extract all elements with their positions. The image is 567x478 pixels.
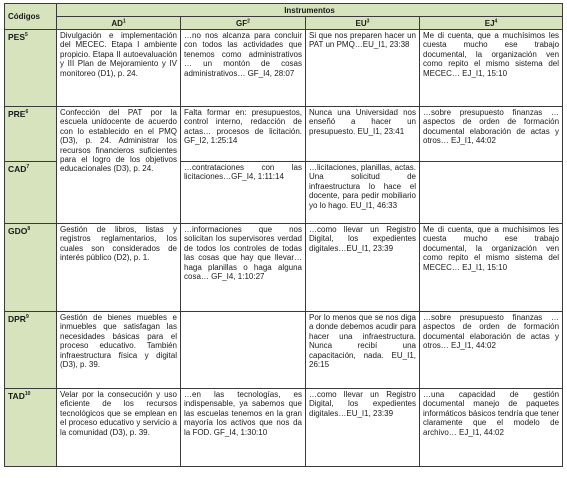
table-cell: …no nos alcanza para concluir con todos las actividades que tenemos como administrativos … un montón de cosas administrativos… GF_I4, 28:07 — [181, 30, 306, 107]
row-code: PES$^5$ — [5, 30, 57, 107]
table-cell: …una capacidad de gestión documental manejo de paquetes informáticos básicos tendría que tener claramente que el modelo de archivo… EJ_I1, 44:02 — [420, 389, 563, 467]
table-header — [5, 4, 563, 30]
table-row — [5, 224, 563, 312]
table-row — [5, 312, 563, 389]
table-cell: …licitaciones, planillas, actas. Una solicitud de infraestructura lo hace el docente, para pedir mobiliario yo lo hago. EU_I1, 46:33 — [306, 162, 420, 224]
column-header-gf: $GF^2$ — [181, 17, 306, 30]
row-code: GDO$^8$ — [5, 224, 57, 312]
table-cell: Me di cuenta, que a muchísimos les cuesta mucho ese trabajo documental, la organización ven como repito el mismo sistema del MECEC… EJ_I1, 15:10 — [420, 224, 563, 312]
table-cell — [420, 162, 563, 224]
table-row — [5, 107, 563, 162]
table-cell: …como llevar un Registro Digital, los expedientes digitales…EU_I1, 23:39 — [306, 389, 420, 467]
table-cell: Si que nos preparen hacer un PAT un PMQ…EU_I1, 23:38 — [306, 30, 420, 107]
table-row — [5, 30, 563, 107]
table-row — [5, 389, 563, 467]
table-cell: Por lo menos que se nos diga a donde debemos acudir para hacer una infraestructura. Nunca recibí una capacitación, nada. EU_I1, 26:15 — [306, 312, 420, 389]
row-code: DPR$^9$ — [5, 312, 57, 389]
table-cell: …en las tecnologías, es indispensable, ya sabemos que las escuelas tenemos en la gran mayoría los activos que nos da la FOD. GF_I4, 1:30:10 — [181, 389, 306, 467]
column-header-ej: $EJ^4$ — [420, 17, 563, 30]
table-cell — [181, 312, 306, 389]
table-cell: Nunca una Universidad nos enseñó a hacer un presupuesto. EU_I1, 23:41 — [306, 107, 420, 162]
table-cell: …sobre presupuesto finanzas … aspectos de orden de formación documental elaboración de actas y otros… EJ_I1, 44:02 — [420, 107, 563, 162]
table-cell: Velar por la consecución y uso eficiente de los recursos tecnológicos que se emplean en el proceso educativo y servicio a la comunidad (D3), p. 39. — [57, 389, 181, 467]
instruments-header: Instrumentos — [57, 4, 563, 17]
table-cell: Gestión de libros, listas y registros reglamentarios, los cuales son considerados de interés público (D2), p. 1. — [57, 224, 181, 312]
table-cell: Falta formar en: presupuestos, control interno, redacción de actas… procesos de licitación. GF_I2, 1:25:14 — [181, 107, 306, 162]
table-cell: Gestión de bienes muebles e inmuebles que satisfagan las necesidades básicas para el proceso educativo. También infraestructura física y digital (D3), p. 39. — [57, 312, 181, 389]
table-cell: …contrataciones con las licitaciones…GF_I4, 1:11:14 — [181, 162, 306, 224]
table-cell: Confección del PAT por la escuela unidocente de acuerdo con lo establecido en el PMQ (D3), p. 24. Administrar los recursos financieros suficientes para el logro de los objetivos educacionales (D3), p. 24. — [57, 107, 181, 224]
column-header-ad: $AD^1$ — [57, 17, 181, 30]
row-code: TAD$^{10}$ — [5, 389, 57, 467]
table-body — [5, 30, 563, 467]
table-cell: …sobre presupuesto finanzas … aspectos de orden de formación documental elaboración de actas y otros… EJ_I1, 44:02 — [420, 312, 563, 389]
instruments-table — [4, 3, 563, 467]
codes-header: Códigos — [5, 4, 57, 30]
table-cell: Divulgación e implementación del MECEC. Etapa I ambiente propicio. Etapa II autoevaluación y III Plan de Mejoramiento y IV monitoreo (D1), p. 24. — [57, 30, 181, 107]
row-code: PRE$^6$ — [5, 107, 57, 162]
column-header-eu: $EU^3$ — [306, 17, 420, 30]
table-cell: …informaciones que nos solicitan los supervisores verdad de todos los controles de todas las cosas que hay que llevar… haga planillas o haga alguna cosa… GF_I4, 1:10:27 — [181, 224, 306, 312]
row-code: CAD$^7$ — [5, 162, 57, 224]
table-cell: …como llevar un Registro Digital, los expedientes digitales…EU_I1, 23:39 — [306, 224, 420, 312]
table-cell: Me di cuenta, que a muchísimos les cuesta mucho ese trabajo documental, la organización ven como repito el mismo sistema del MECEC… EJ_I1, 15:10 — [420, 30, 563, 107]
